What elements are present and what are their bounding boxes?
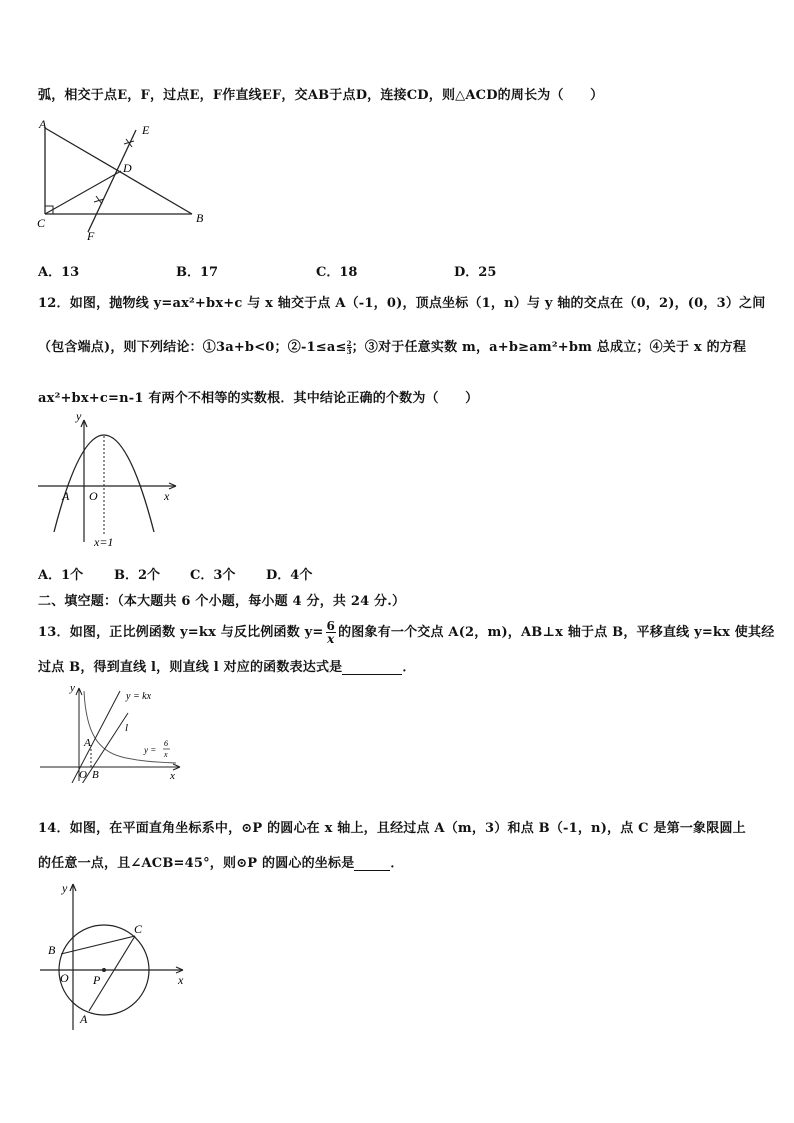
label-x: x bbox=[164, 489, 170, 503]
q11-choice-b[interactable]: B．17 bbox=[176, 265, 219, 280]
q12-choice-d[interactable]: D．4个 bbox=[266, 568, 313, 583]
q14-line2: 的任意一点，且∠ACB=45°，则⊙P 的圆心的坐标是 ． bbox=[38, 856, 404, 871]
q12-fraction: $\frac{2}{3}$ bbox=[346, 339, 352, 356]
label-P: P bbox=[93, 973, 101, 987]
label-x: x bbox=[178, 973, 184, 987]
q12-choice-c[interactable]: C．3个 bbox=[190, 568, 236, 583]
label-y: y bbox=[62, 881, 68, 895]
label-y6: y = bbox=[144, 745, 157, 755]
q11-choice-a[interactable]: A．13 bbox=[38, 265, 80, 280]
q13-line1-a: 13．如图，正比例函数 y=kx 与反比例函数 y= bbox=[38, 625, 324, 640]
label-O: O bbox=[89, 489, 98, 503]
q11-text: 弧，相交于点E，F，过点E，F作直线EF，交AB于点D，连接CD，则△ACD的周长为（ ） bbox=[38, 88, 604, 103]
q13-line2: 过点 B，得到直线 l，则直线 l 对应的函数表达式是 ． bbox=[38, 660, 416, 675]
q14-line1: 14．如图，在平面直角坐标系中，⊙P 的圆心在 x 轴上，且经过点 A（m，3）和点 B（-1，n)，点 C 是第一象限圆上 bbox=[38, 821, 746, 836]
q13-answer-blank[interactable] bbox=[342, 660, 402, 675]
q12-figure bbox=[36, 412, 186, 552]
label-A: A bbox=[39, 117, 47, 131]
label-axis: x=1 bbox=[94, 535, 114, 549]
q11-choices bbox=[38, 261, 496, 280]
q13-fraction: $\frac{6}{x}$ bbox=[326, 619, 336, 646]
label-l: l bbox=[125, 722, 129, 734]
label-D: D bbox=[123, 161, 132, 175]
label-x: x bbox=[170, 770, 175, 782]
q12-choices bbox=[38, 564, 312, 583]
label-O: O bbox=[60, 971, 69, 985]
label-six: 6 bbox=[164, 739, 168, 748]
label-A: A bbox=[80, 1012, 88, 1026]
q12-choice-a[interactable]: A．1个 bbox=[38, 568, 84, 583]
q13-line1-b: 的图象有一个交点 A(2，m)，AB⊥x 轴于点 B，平移直线 y=kx 使其经 bbox=[338, 625, 775, 640]
q11-choice-d[interactable]: D．25 bbox=[454, 265, 497, 280]
q12-line2-a: （包含端点)，则下列结论：①3a+b<0；②-1≤a≤ bbox=[38, 340, 347, 355]
q11-choice-c[interactable]: C．18 bbox=[316, 265, 358, 280]
label-C: C bbox=[134, 922, 143, 936]
label-O: O bbox=[79, 769, 87, 781]
q13-line1 bbox=[38, 620, 774, 645]
label-B: B bbox=[48, 943, 56, 957]
q12-line1: 12．如图，抛物线 y=ax²+bx+c 与 x 轴交于点 A（-1，0)，顶点坐标（1，n）与 y 轴的交点在（0，2)，(0，3）之间 bbox=[38, 296, 766, 311]
q12-line2 bbox=[38, 336, 746, 355]
q13-figure bbox=[38, 683, 188, 783]
label-C: C bbox=[37, 216, 46, 230]
label-A: A bbox=[84, 737, 91, 749]
label-ykx: y = kx bbox=[126, 691, 152, 702]
label-B: B bbox=[92, 769, 99, 781]
label-B: B bbox=[196, 211, 204, 225]
q12-line3: ax²+bx+c=n-1 有两个不相等的实数根．其中结论正确的个数为（ ） bbox=[38, 391, 479, 406]
q11-figure bbox=[30, 114, 220, 244]
label-F: F bbox=[87, 229, 95, 243]
q12-choice-b[interactable]: B．2个 bbox=[114, 568, 161, 583]
q12-line2-b: ；③对于任意实数 m，a+b≥am²+bm 总成立；④关于 x 的方程 bbox=[351, 340, 747, 355]
label-y: y bbox=[76, 412, 82, 423]
section2-heading: 二、填空题：（本大题共 6 个小题，每小题 4 分，共 24 分.） bbox=[38, 594, 406, 609]
label-A: A bbox=[62, 489, 70, 503]
label-xd: x bbox=[164, 750, 168, 759]
label-E: E bbox=[142, 123, 150, 137]
q14-figure bbox=[38, 878, 193, 1033]
label-y: y bbox=[70, 683, 75, 694]
q14-answer-blank[interactable] bbox=[354, 856, 390, 871]
